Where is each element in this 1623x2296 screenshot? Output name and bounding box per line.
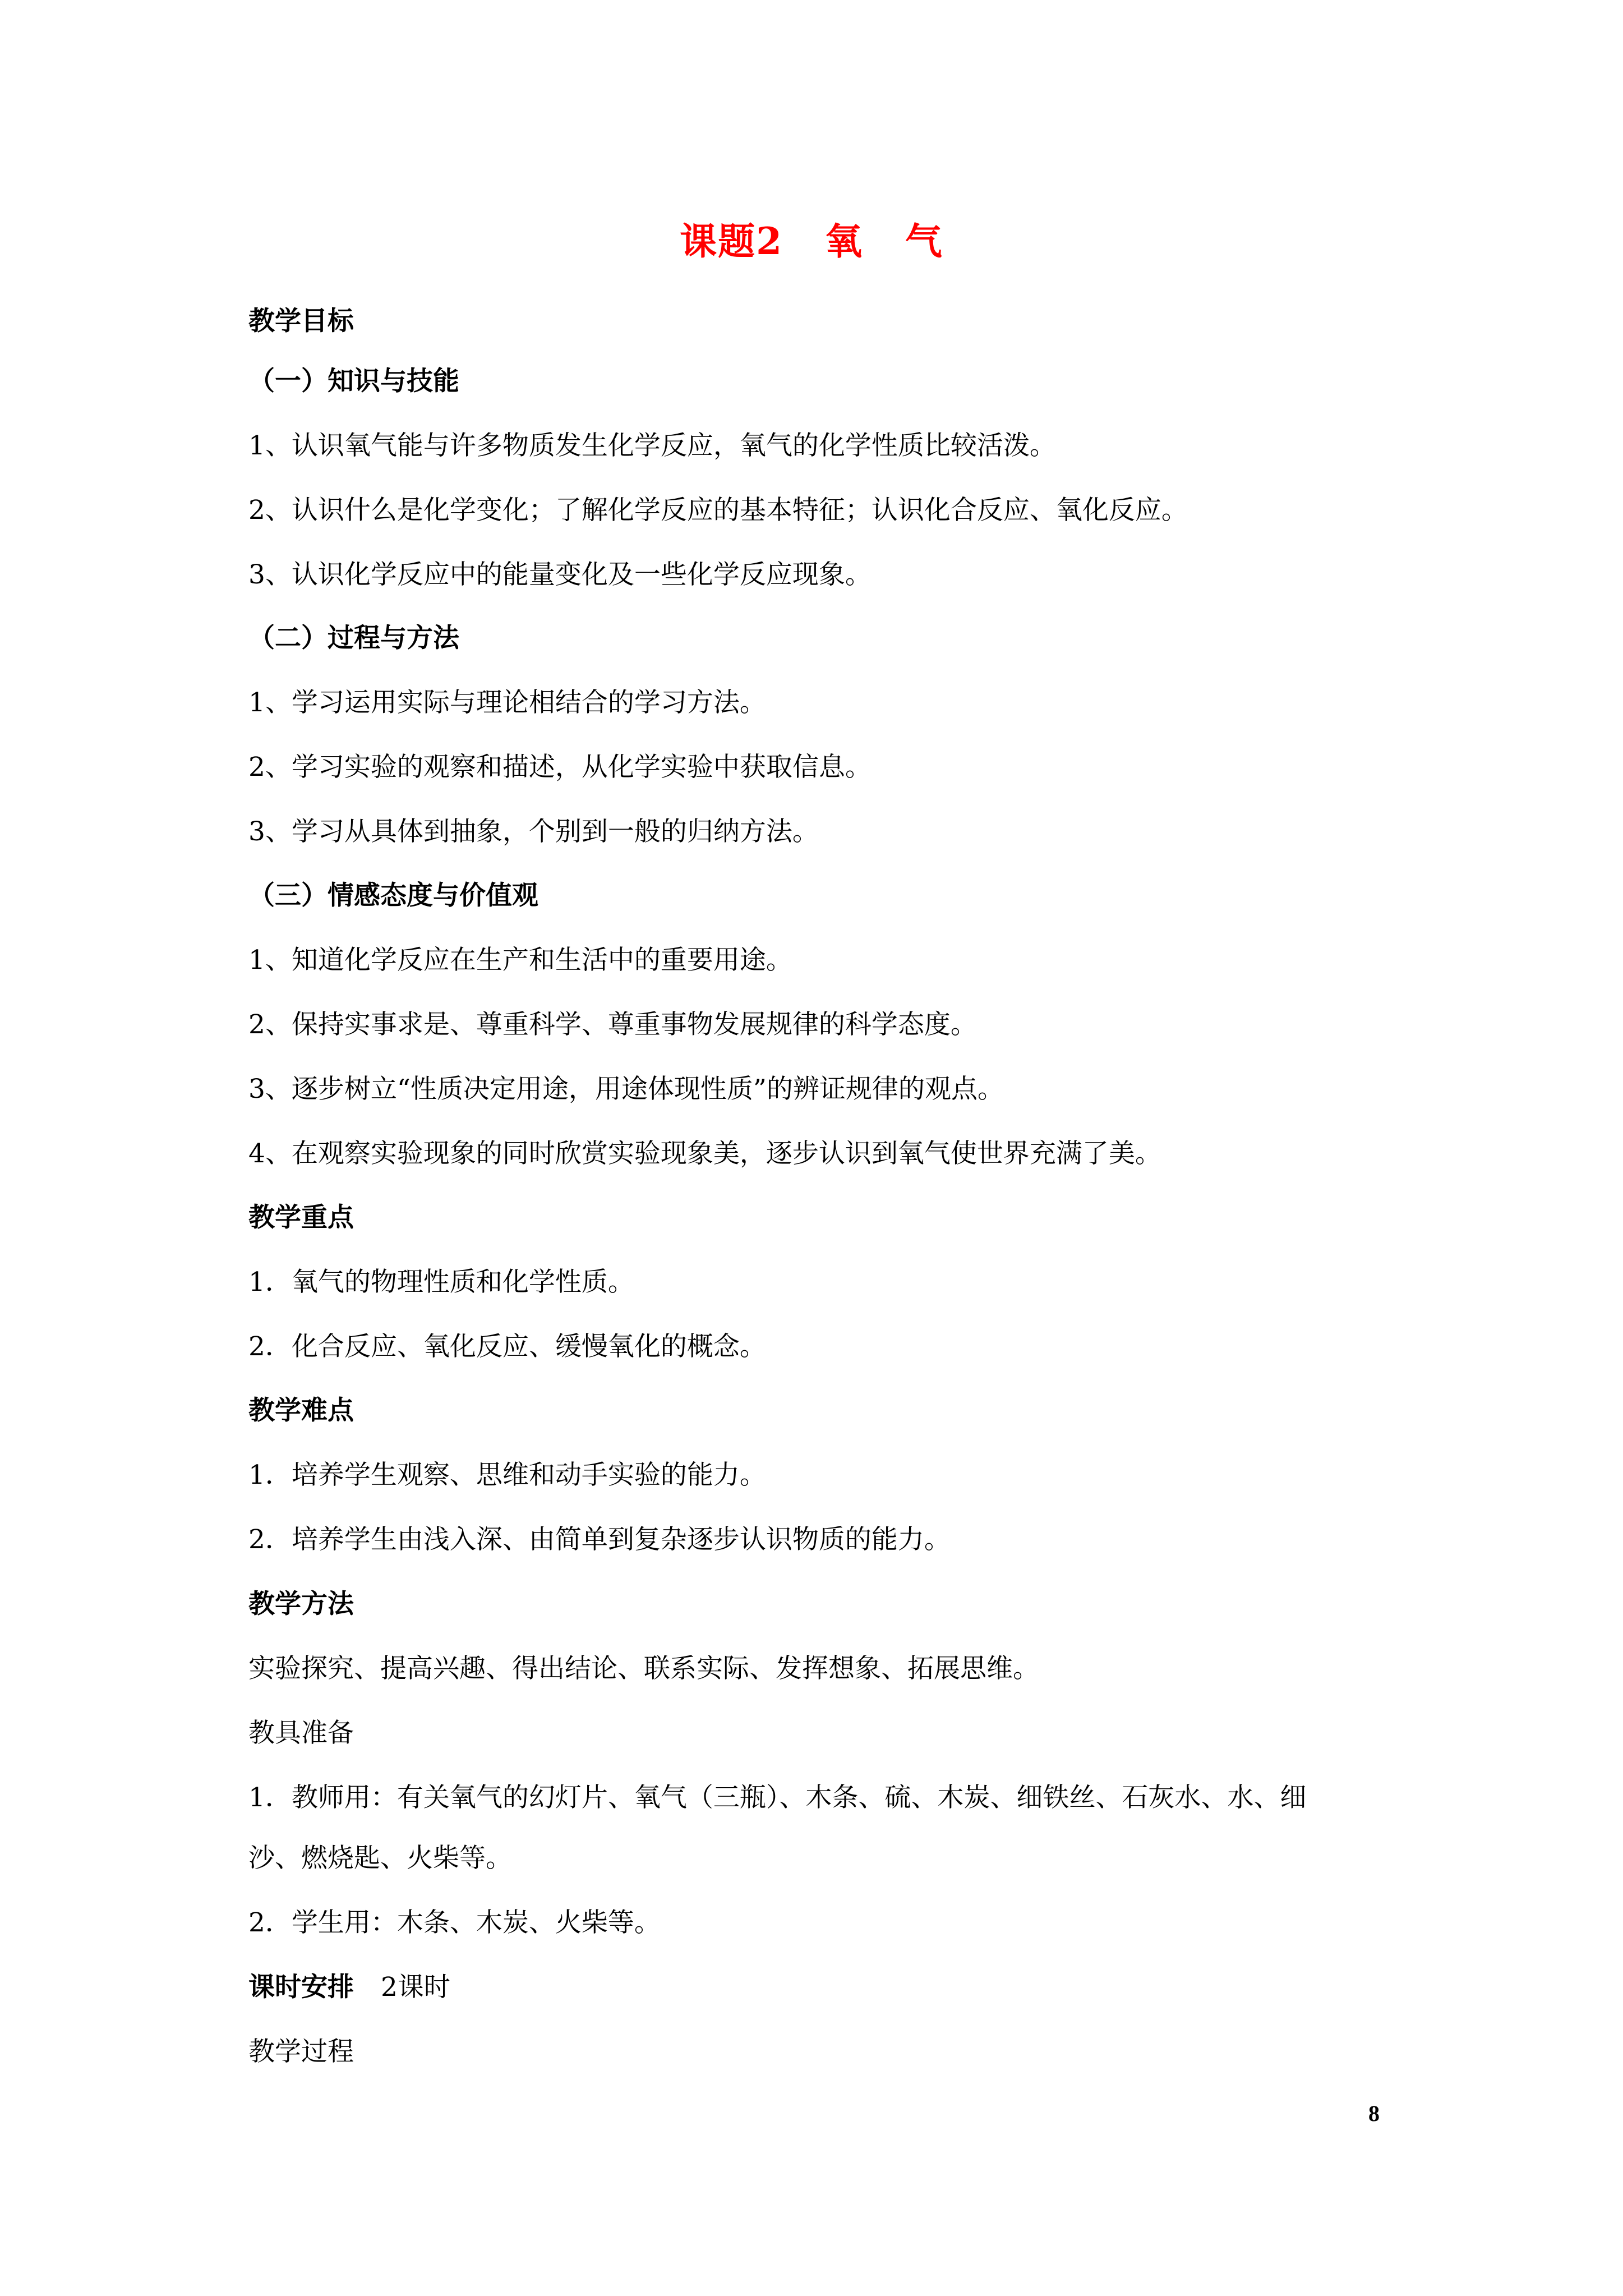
methods-text: 实验探究、提高兴趣、得出结论、联系实际、发挥想象、拓展思维。 bbox=[248, 1653, 1039, 1684]
goal-item: 2、学习实验的观察和描述，从化学实验中获取信息。 bbox=[248, 752, 872, 783]
subsection-heading-process-method: （二）过程与方法 bbox=[248, 623, 459, 654]
subsection-heading-attitude-values: （三）情感态度与价值观 bbox=[248, 880, 538, 911]
goal-item: 1、知道化学反应在生产和生活中的重要用途。 bbox=[248, 945, 792, 976]
teaching-aids-item-continued: 沙、燃烧匙、火柴等。 bbox=[248, 1843, 512, 1874]
subsection-heading-knowledge-skills: （一）知识与技能 bbox=[248, 366, 459, 397]
goal-item: 1、学习运用实际与理论相结合的学习方法。 bbox=[248, 687, 766, 718]
goal-item: 4、在观察实验现象的同时欣赏实验现象美，逐步认识到氧气使世界充满了美。 bbox=[248, 1138, 1161, 1169]
goal-item: 2、保持实事求是、尊重科学、尊重事物发展规律的科学态度。 bbox=[248, 1009, 977, 1040]
schedule-line bbox=[248, 1965, 1398, 2010]
goal-item: 1、认识氧气能与许多物质发生化学反应，氧气的化学性质比较活泼。 bbox=[248, 430, 1056, 461]
goal-item: 2、认识什么是化学变化；了解化学反应的基本特征；认识化合反应、氧化反应。 bbox=[248, 495, 1188, 526]
teaching-aids-item: 1．教师用：有关氧气的幻灯片、氧气（三瓶）、木条、硫、木炭、细铁丝、石灰水、水、细 bbox=[248, 1782, 1307, 1813]
goal-item: 3、逐步树立“性质决定用途，用途体现性质”的辨证规律的观点。 bbox=[248, 1074, 1004, 1105]
section-heading-difficulties: 教学难点 bbox=[248, 1395, 354, 1426]
section-heading-methods: 教学方法 bbox=[248, 1589, 354, 1619]
key-point-item: 2．化合反应、氧化反应、缓慢氧化的概念。 bbox=[248, 1331, 766, 1362]
teaching-aids-item: 2．学生用：木条、木炭、火柴等。 bbox=[248, 1907, 661, 1938]
key-point-item: 1．氧气的物理性质和化学性质。 bbox=[248, 1267, 634, 1297]
section-heading-teaching-aids: 教具准备 bbox=[248, 1718, 354, 1749]
difficulty-item: 2．培养学生由浅入深、由简单到复杂逐步认识物质的能力。 bbox=[248, 1524, 951, 1555]
section-heading-process: 教学过程 bbox=[248, 2036, 354, 2067]
schedule-value: 2课时 bbox=[381, 1972, 450, 2003]
section-heading-teaching-goals: 教学目标 bbox=[248, 306, 354, 337]
difficulty-item: 1．培养学生观察、思维和动手实验的能力。 bbox=[248, 1460, 766, 1490]
section-heading-key-points: 教学重点 bbox=[248, 1202, 354, 1233]
page-number: 8 bbox=[1368, 2101, 1380, 2126]
lesson-title: 课题2 氧 气 bbox=[680, 219, 943, 263]
schedule-label: 课时安排 bbox=[248, 1972, 354, 2003]
goal-item: 3、学习从具体到抽象，个别到一般的归纳方法。 bbox=[248, 816, 819, 847]
goal-item: 3、认识化学反应中的能量变化及一些化学反应现象。 bbox=[248, 559, 872, 590]
